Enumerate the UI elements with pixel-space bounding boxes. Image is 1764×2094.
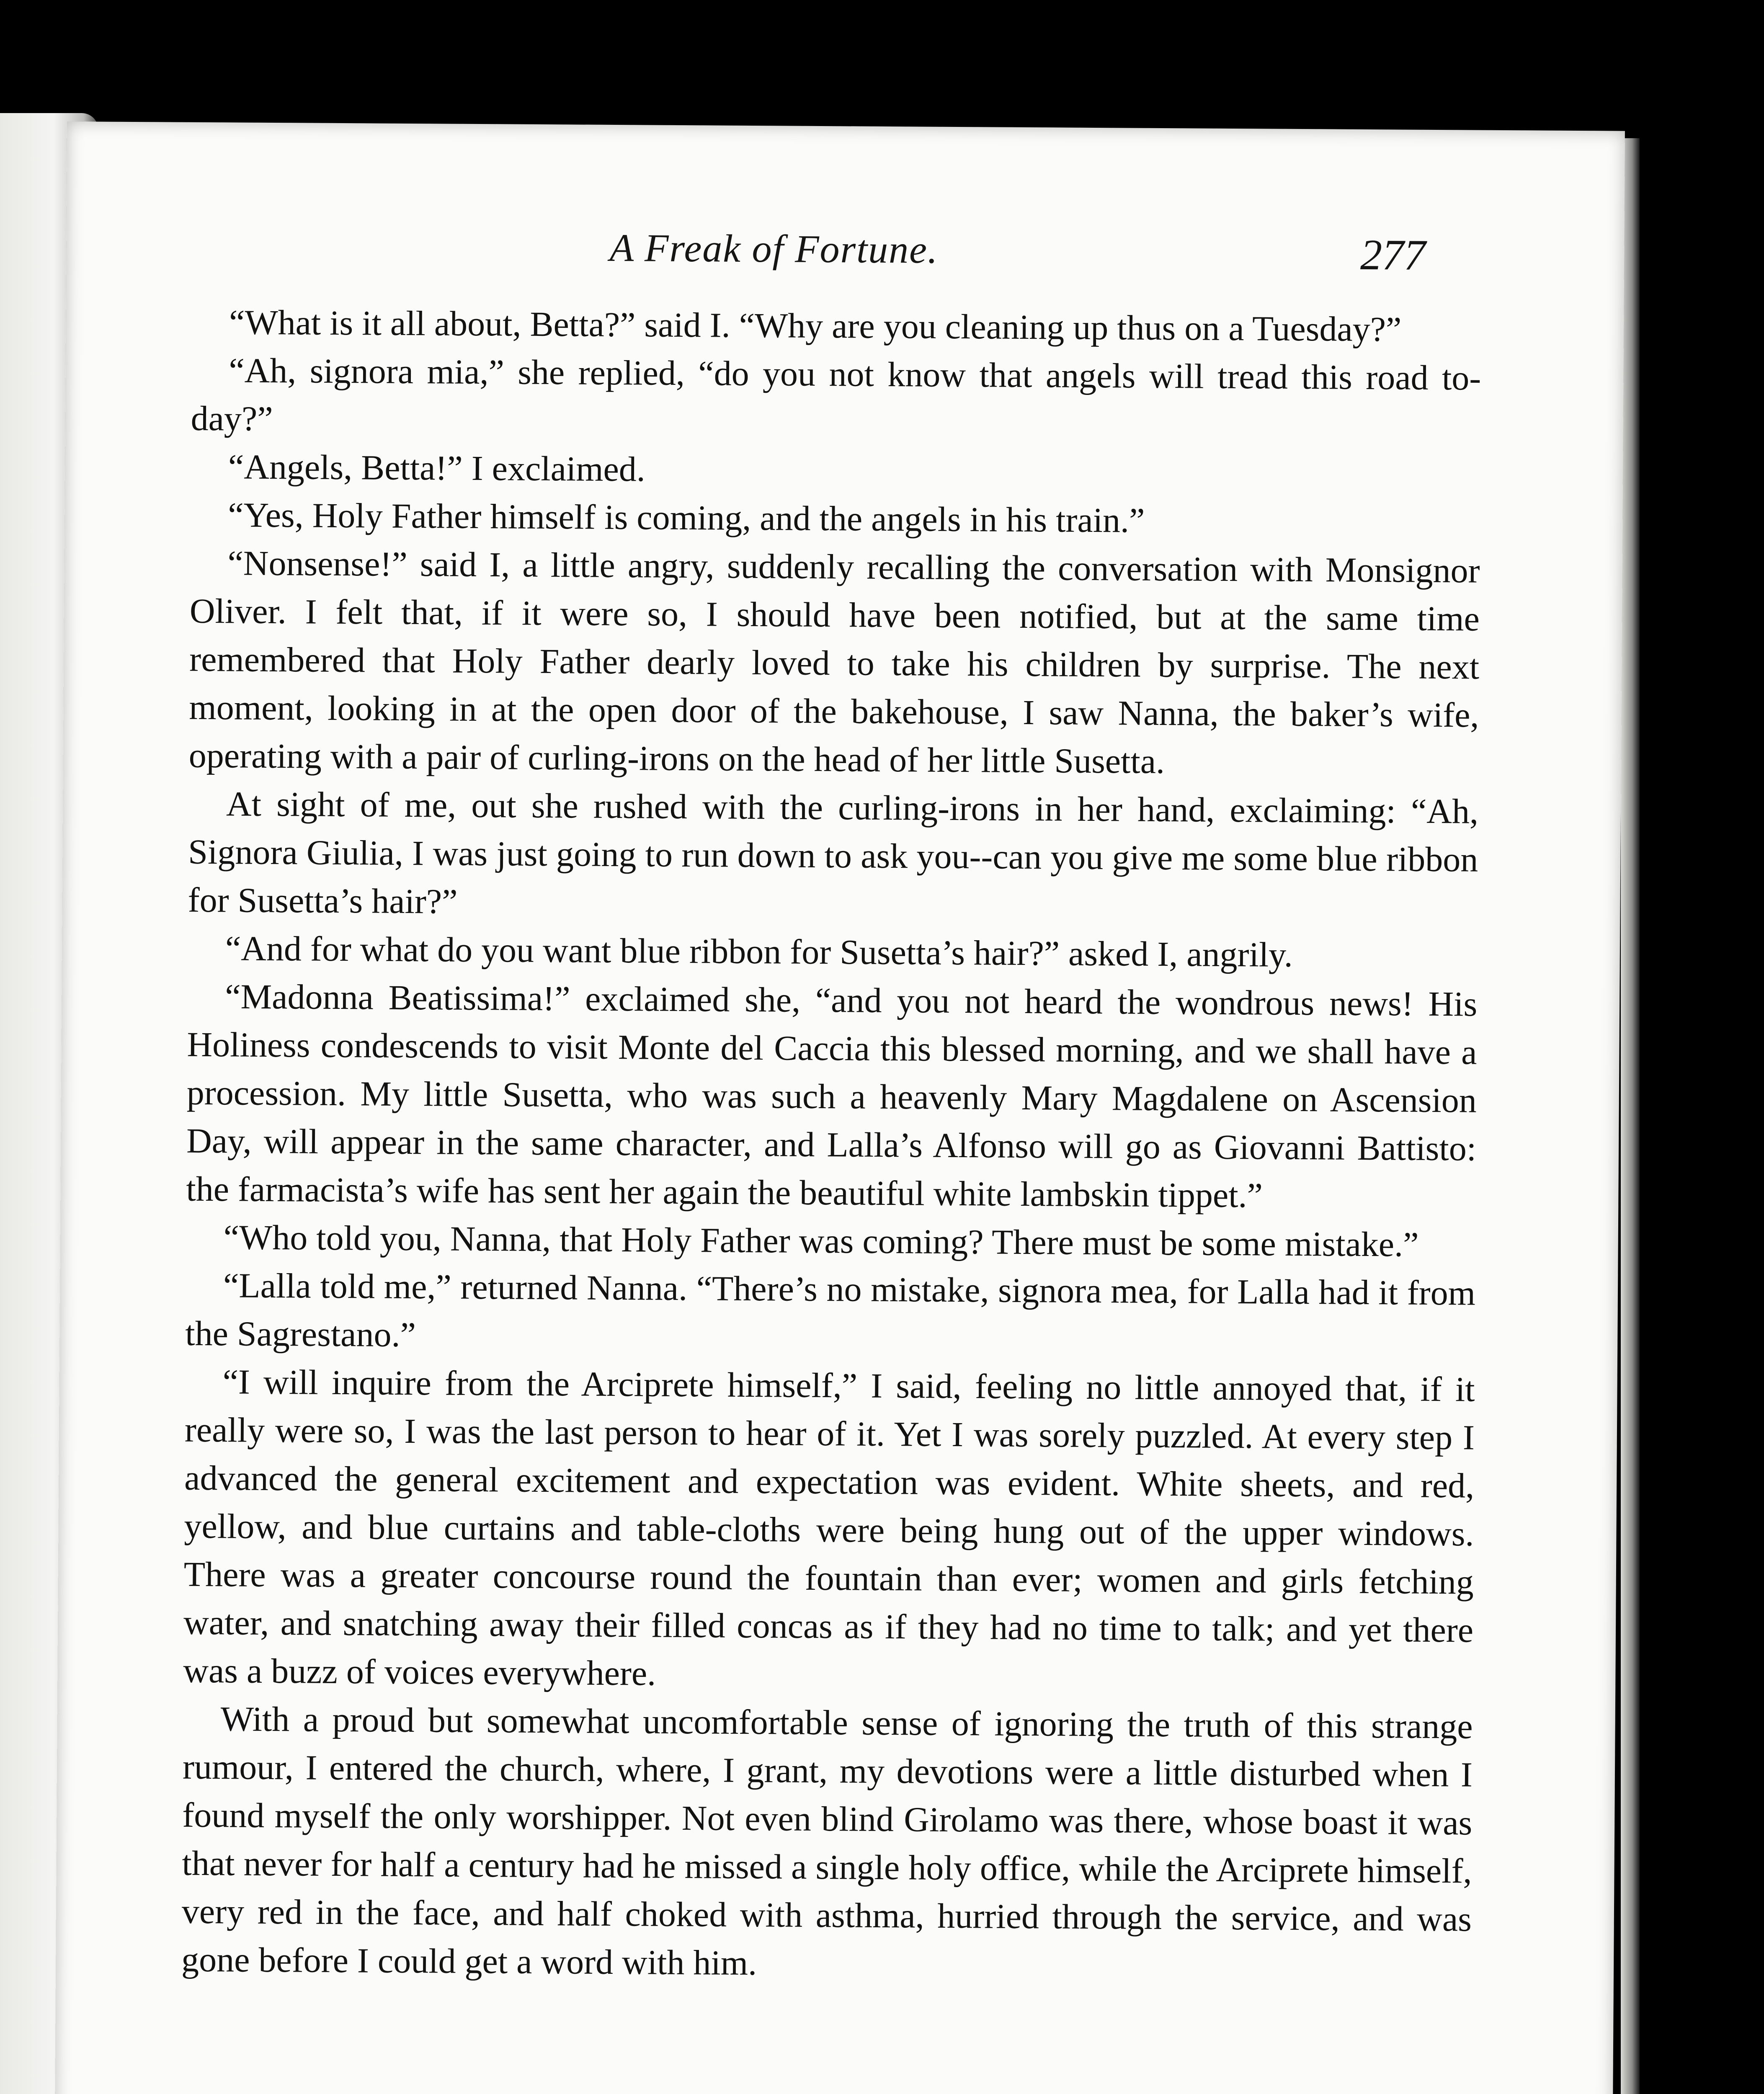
paragraph: “Lalla told me,” returned Nanna. “There’s no mistake, signora mea, for Lalla had it from the Sagrestano.” <box>185 1266 1476 1355</box>
paragraph: “Angels, Betta!” I exclaimed. <box>228 447 646 489</box>
running-head <box>66 222 1616 286</box>
paragraph: “Yes, Holy Father himself is coming, and the angels in his train.” <box>227 495 1145 540</box>
page-number: 277 <box>1360 230 1426 279</box>
paragraph: “And for what do you want blue ribbon for Susetta’s hair?” asked I, angrily. <box>225 929 1293 975</box>
running-title: A Freak of Fortune. <box>609 226 939 272</box>
paragraph: “I will inquire from the Arciprete himself,” I said, feeling no little annoyed that, if it really were so, I was the last person to hear of it. Yet I was sorely puzzled. At every step I advanced the general excitement and expectation was evident. White sheets, and red, yellow, and blue curtains and table-cloths were being hung out of the upper windows. There was a greater concourse round the fountain than ever; women and girls fetching water, and snatching away their filled concas as if they had no time to talk; and yet there was a buzz of voices everywhere. <box>183 1362 1475 1693</box>
paragraph: With a proud but somewhat uncomfortable sense of ignoring the truth of this strange rumour, I entered the church, where, I grant, my devotions were a little disturbed when I found myself the only worshipper. Not even blind Girolamo was there, whose boast it was that never for half a century had he missed a single holy office, while the Arciprete himself, very red in the face, and half choked with asthma, hurried through the service, and was gone before I could get a word with him. <box>181 1699 1473 1983</box>
book-page <box>52 121 1625 2094</box>
paragraph: “Nonsense!” said I, a little angry, suddenly recalling the conversation with Monsignor Oliver. I felt that, if it were so, I should have been notified, but at the same time remembered that Holy Father dearly loved to take his children by surprise. The next moment, looking in at the open door of the bakehouse, I saw Nanna, the baker’s wife, operating with a pair of curling-irons on the head of her little Susetta. <box>188 544 1480 781</box>
body-text <box>181 298 1482 1992</box>
paragraph: “Ah, signora mia,” she replied, “do you not know that angels will tread this road to-day?” <box>191 351 1481 439</box>
page-fore-edge <box>1621 138 1640 2094</box>
paragraph: “What is it all about, Betta?” said I. “Why are you cleaning up thus on a Tuesday?” <box>229 303 1402 349</box>
paragraph: “Madonna Beatissima!” exclaimed she, “and you not heard the wondrous news! His Holiness condescends to visit Monte del Caccia this blessed morning, and we shall have a procession. My little Susetta, who was such a heavenly Mary Magdalene on Ascension Day, will appear in the same character, and Lalla’s Alfonso will go as Giovanni Battisto: the farmacista’s wife has sent her again the beautiful white lambskin tippet.” <box>186 977 1478 1215</box>
paragraph: At sight of me, out she rushed with the curling-irons in her hand, exclaiming: “Ah, Signora Giulia, I was just going to run down to ask you--can you give me some blue ribbon for Susetta’s hair?” <box>188 784 1479 921</box>
paragraph: “Who told you, Nanna, that Holy Father was coming? There must be some mistake.” <box>223 1218 1419 1264</box>
